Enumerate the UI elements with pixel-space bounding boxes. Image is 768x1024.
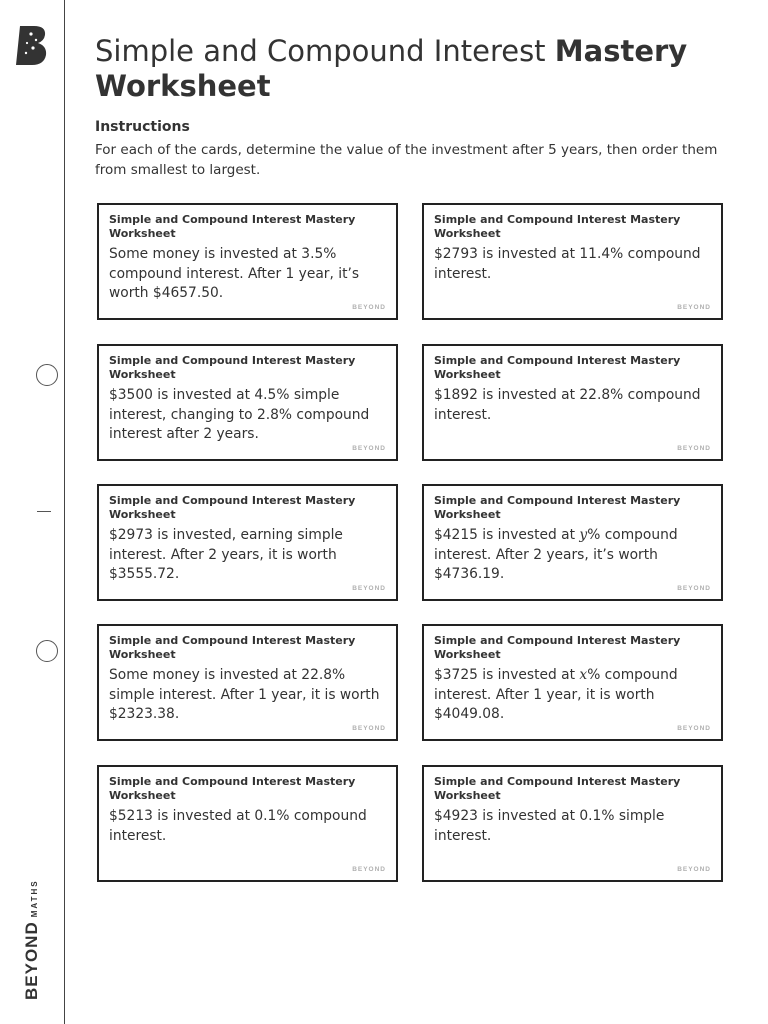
question-card-2 (422, 203, 723, 320)
page-title-regular: Simple and Compound Interest (95, 34, 555, 68)
card-question: $2973 is invested, earning simple interest. After 2 years, it is worth $3555.72. (109, 527, 343, 583)
card-footer-brand: BEYOND (677, 866, 711, 873)
card-title: Simple and Compound Interest Mastery Worksheet (434, 634, 681, 661)
margin-line (64, 0, 65, 1024)
question-card-10 (422, 765, 723, 882)
page-title-bold: Mastery Worksheet (95, 34, 688, 103)
card-footer-brand: BEYOND (677, 725, 711, 732)
variable-x: x (579, 667, 588, 683)
side-brand-word: BEYOND (22, 921, 41, 1000)
card-footer-brand: BEYOND (352, 445, 386, 452)
card-question: $4215 is invested at y% compound interest. After 2 years, it’s worth $4736.19. (434, 527, 678, 583)
card-title: Simple and Compound Interest Mastery Worksheet (109, 494, 356, 521)
question-card-4 (422, 344, 723, 461)
card-footer-brand: BEYOND (352, 866, 386, 873)
instructions-text: For each of the cards, determine the value of the investment after 5 years, then order them from smallest to largest. (95, 142, 718, 178)
question-card-7 (97, 624, 398, 741)
question-card-1 (97, 203, 398, 320)
card-title: Simple and Compound Interest Mastery Worksheet (109, 213, 356, 240)
card-question: $1892 is invested at 22.8% compound interest. (434, 387, 701, 423)
question-card-6 (422, 484, 723, 601)
card-footer-brand: BEYOND (352, 304, 386, 311)
question-card-8 (422, 624, 723, 741)
side-brand (22, 879, 42, 1000)
instructions-heading: Instructions (95, 119, 190, 135)
side-brand-sub: MATHS (30, 879, 39, 918)
card-title: Simple and Compound Interest Mastery Worksheet (434, 494, 681, 521)
page-title (95, 34, 735, 104)
card-footer-brand: BEYOND (352, 585, 386, 592)
card-title: Simple and Compound Interest Mastery Worksheet (109, 775, 356, 802)
card-footer-brand: BEYOND (677, 304, 711, 311)
card-title: Simple and Compound Interest Mastery Worksheet (109, 354, 356, 381)
question-card-9 (97, 765, 398, 882)
beyond-logo-icon (14, 24, 50, 66)
card-title: Simple and Compound Interest Mastery Worksheet (109, 634, 356, 661)
card-footer-brand: BEYOND (677, 585, 711, 592)
card-footer-brand: BEYOND (352, 725, 386, 732)
punch-hole-bottom (36, 640, 58, 662)
card-question: $5213 is invested at 0.1% compound interest. (109, 808, 367, 844)
card-question: $2793 is invested at 11.4% compound interest. (434, 246, 701, 282)
card-title: Simple and Compound Interest Mastery Worksheet (434, 354, 681, 381)
card-question: $3725 is invested at x% compound interest. After 1 year, it is worth $4049.08. (434, 667, 678, 723)
question-card-3 (97, 344, 398, 461)
fold-mark (37, 511, 51, 512)
card-footer-brand: BEYOND (677, 445, 711, 452)
card-title: Simple and Compound Interest Mastery Worksheet (434, 213, 681, 240)
card-question: Some money is invested at 3.5% compound interest. After 1 year, it’s worth $4657.50. (109, 246, 360, 302)
card-question: $4923 is invested at 0.1% simple interest. (434, 808, 665, 844)
punch-hole-top (36, 364, 58, 386)
question-card-5 (97, 484, 398, 601)
card-question: $3500 is invested at 4.5% simple interest, changing to 2.8% compound interest after 2 years. (109, 387, 370, 443)
card-question: Some money is invested at 22.8% simple interest. After 1 year, it is worth $2323.38. (109, 667, 380, 723)
variable-y: y (579, 527, 588, 543)
card-title: Simple and Compound Interest Mastery Worksheet (434, 775, 681, 802)
